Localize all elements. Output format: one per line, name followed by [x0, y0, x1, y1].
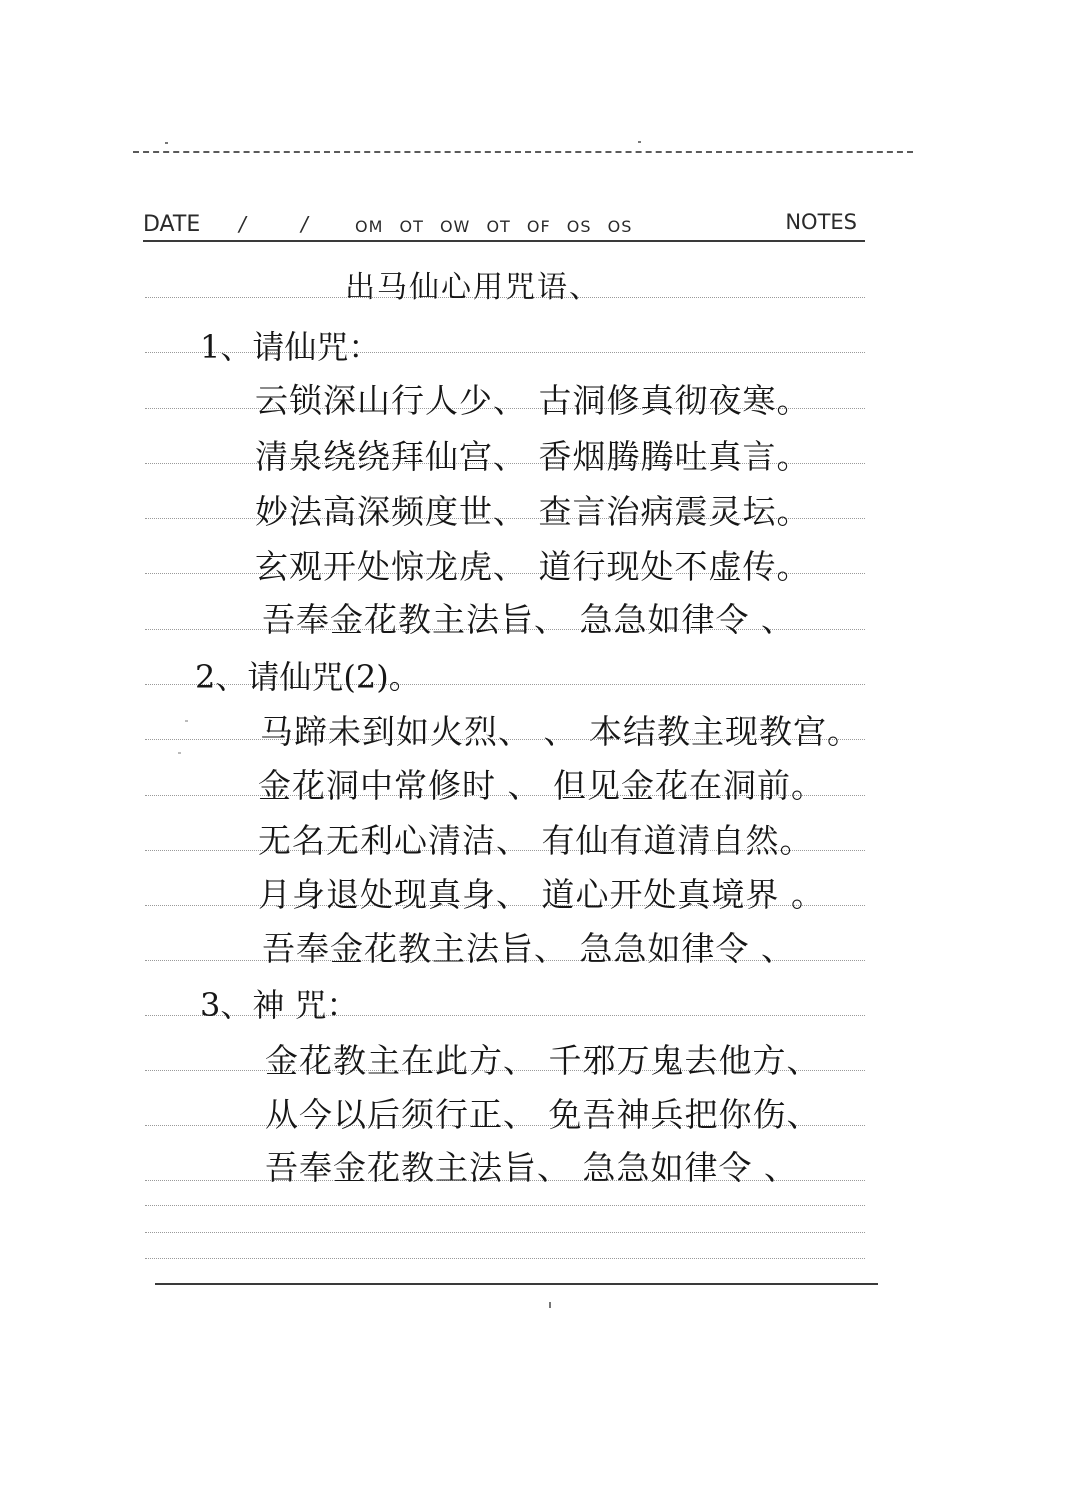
verse-line: 从今以后须行正、 免吾神兵把你伤、: [265, 1095, 821, 1134]
verse-line: 金花洞中常修时 、 但见金花在洞前。: [258, 766, 825, 805]
verse-line: 吾奉金花教主法旨、 急急如律令 、: [262, 600, 795, 639]
header-bar: [143, 208, 865, 242]
scan-speck: [185, 720, 188, 722]
section-heading: 3、神 咒：: [200, 986, 359, 1024]
scan-speck: [549, 1302, 551, 1308]
notes-label: NOTES: [785, 210, 857, 234]
bottom-border-rule: [155, 1283, 878, 1285]
page-title: 出马仙心用咒语、: [345, 270, 601, 305]
ruled-line: [145, 1258, 865, 1259]
verse-line: 妙法高深频度世、 查言治病震灵坛。: [255, 492, 811, 531]
verse-line: 金花教主在此方、 千邪万鬼去他方、: [265, 1041, 821, 1080]
verse-line: 月身退处现真身、 道心开处真境界 。: [258, 875, 825, 914]
date-slash: /: [239, 212, 246, 236]
verse-line: 玄观开处惊龙虎、 道行现处不虚传。: [255, 547, 811, 586]
header-codes: OM OT OW OT OF OS OS: [355, 217, 633, 236]
scan-speck: [165, 142, 168, 144]
section-heading: 1、请仙咒：: [200, 328, 381, 366]
scan-speck: [178, 752, 181, 754]
verse-line: 马蹄未到如火烈、 、 本结教主现教宫。: [260, 712, 861, 751]
date-label: DATE: [143, 212, 201, 237]
verse-line: 吾奉金花教主法旨、 急急如律令 、: [262, 929, 795, 968]
scan-speck: [638, 141, 641, 143]
verse-line: 清泉绕绕拜仙宫、 香烟腾腾吐真言。: [255, 437, 811, 476]
ruled-line: [145, 1232, 865, 1233]
verse-line: 吾奉金花教主法旨、 急急如律令 、: [265, 1148, 798, 1187]
verse-line: 无名无利心清洁、 有仙有道清自然。: [258, 821, 814, 860]
top-border-rule: [133, 151, 913, 153]
section-heading: 2、请仙咒(2)。: [195, 658, 421, 696]
verse-line: 云锁深山行人少、 古洞修真彻夜寒。: [255, 381, 811, 420]
date-slash: /: [301, 212, 308, 236]
ruled-line: [145, 1205, 865, 1206]
